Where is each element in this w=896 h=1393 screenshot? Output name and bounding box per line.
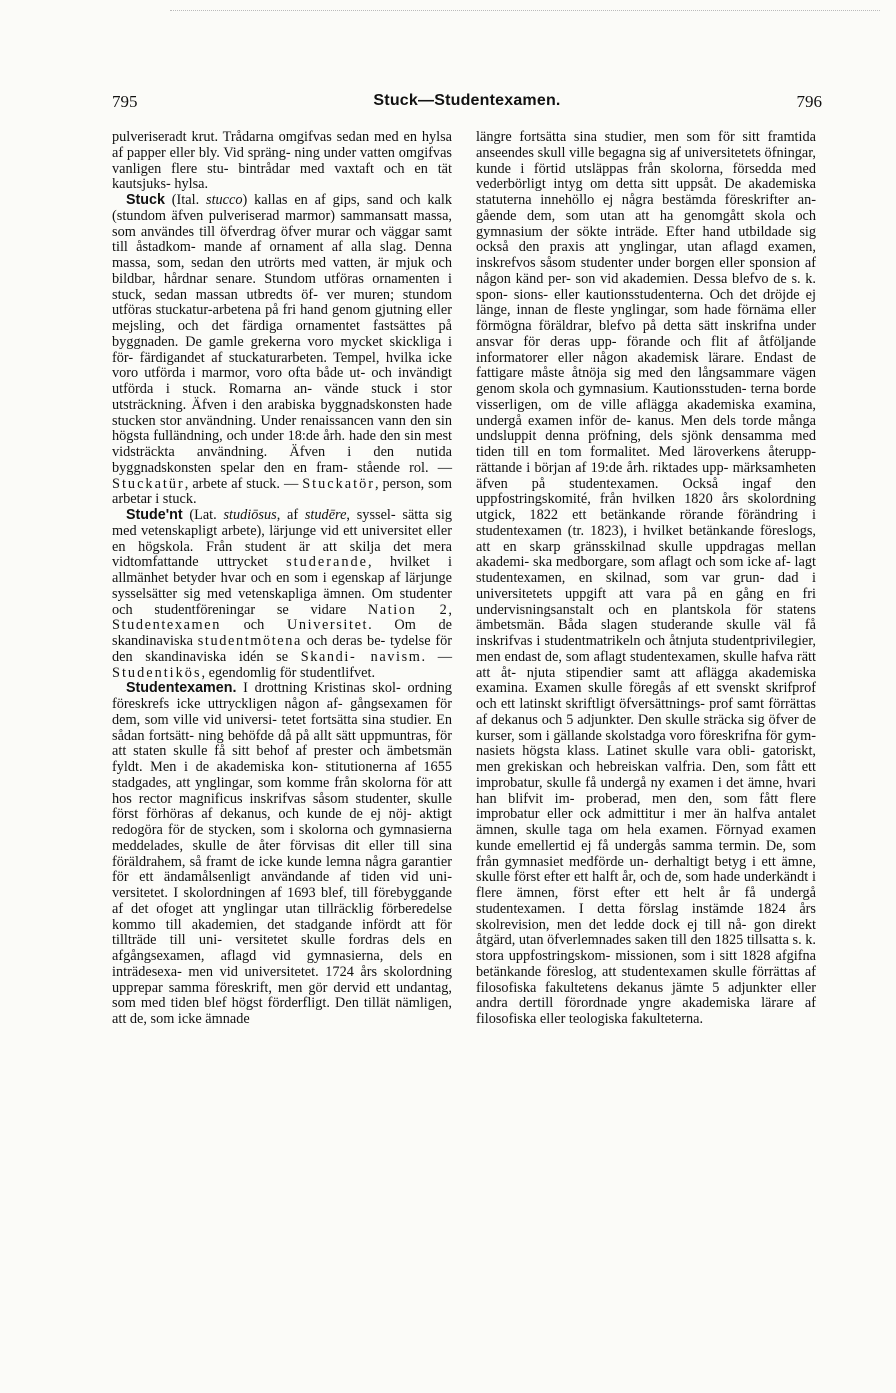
headword-stuck: Stuck	[126, 192, 165, 208]
cross-ref-skandinavism[interactable]: Skandi- navism	[300, 648, 422, 665]
term-studentikos: Studentikös	[112, 664, 202, 681]
right-column	[476, 130, 816, 1028]
running-head: Stuck—Studentexamen.	[373, 92, 561, 109]
term-studerande: studerande	[286, 554, 369, 571]
continuation-paragraph: pulveriseradt krut. Trådarna omgifvas sedan med en hylsa af papper eller bly. Vid spräng- ning under vatten omgifvas vanligen flere stu- bintrådar med vaxtaft och en tät kautsjuks- hylsa.	[112, 129, 452, 193]
headword-student: Stude'nt	[126, 507, 183, 523]
page-header	[112, 92, 822, 114]
entry-stuck: Stuck (Ital. stucco) kallas en af gips, sand och kalk (stundom äfven pulveriserad marmor) sammansatt massa, som användes till öfverdrag öfver murar och väggar samt till åstadkom- mande af ornament af alla slag. Denna massa, som, sedan den utrörts med vatten, är mjuk och bildbar, hårdnar senare. Stundom utföras ornamenten i stuck, sedan massan utbredts öf- ver muren; stundom utföras stuckatur-arbetena på fri hand genom gjutning eller mejsling, och det färdiga ornamentet fastsättes på byggnaden. De gamle grekerna voro mycket skickliga i för- färdigandet af stuckaturarbeten. Tempel, hvilka icke voro utförda i marmor, voro ofta både ut- och invändigt utförda i stuck. Romarna an- vände stuck i stor utsträckning. Äfven i den arabiska byggnadskonsten hade stucken stor användning. Under renaissancen vann den sin högsta fulländning, och under 18:de årh. hade den sin mest vidsträckta användning. Äfven i den nutida byggnadskonsten spelar den en fram- stående rol. — Stuckatür, arbete af stuck. — Stuckatör, person, som arbetar i stuck.	[112, 192, 452, 508]
page-number-right: 796	[796, 92, 822, 111]
page-number-left: 795	[112, 92, 138, 111]
top-rule	[170, 10, 880, 11]
entry-studentexamen: Studentexamen. I drottning Kristinas skol- ordning föreskrefs icke uttryckligen någon af- gångsexamen för dem, som ville vid universi- tetet fortsätta sina studier. En sådan fortsätt- ning behöfde då på allt sätt uppmuntras, för att staten skulle få sitt behof af prester och ämbetsmän fyldt. Men i de akademiska kon- stitutionerna af 1655 stadgades, att ynglingar, som komme från skolorna för att hos rector magnificus inskrifvas såsom studenter, skulle först förhöras af dekanus, och kunde de ej nöj- aktigt redogöra för de stycken, som i skolorna och gymnasierna meddelades, skulle de åter förvisas dit eller till sina föräldrahem, så framt de icke kunde lemna några garantier för ett ändamålsenligt användande af tiden vid uni- versitetet. I skolordningen af 1693 blef, till förebyggande af det ofoget att ynglingar utan tillräcklig förberedelse kommo till akademien, det stadgande infördt att för tillträde till uni- versitetet skulle fordras dels en afgångsexamen, aflagd vid gymnasierna, dels en inträdesexa- men vid universitetet. 1724 års skolordning upprepar samma föreskrift, men gör dervid ett undantag, som med tiden blef högst förderfligt. Den tillät nämligen, att de, som icke ämnade	[112, 680, 452, 1027]
entry-student: Stude'nt (Lat. studiōsus, af studēre, syssel- sätta sig med vetenskapligt arbete), lärjunge vid ett universitet eller en högskola. Från student är att skilja det mera vidtomfattande uttrycket studerande, hvilket i allmänhet betyder hvar och en som i egenskap af lärjunge sysselsätter sig med vetenskapliga ämnen. Om studenter och studentföreningar se vidare Nation 2, Studentexamen och Universitet. Om de skandinaviska studentmötena och deras be- tydelse för den skandinaviska idén se Skandi- navism. — Studentikös, egendomlig för studentlifvet.	[112, 507, 453, 681]
term-stuckator: Stuckatör	[302, 475, 375, 492]
headword-studentexamen: Studentexamen.	[126, 680, 237, 697]
term-stuckatur: Stuckatür	[112, 475, 185, 492]
right-column-text: längre fortsätta sina studier, men som för sitt framtida anseendes skull ville begagna sig af universitetets öfningar, kunde i förtid utsläppas från skolorna, försedda med vederbörligt intyg om detta sitt uppsåt. De akademiska statuterna innehöllo ej några bestämda föreskrifter an- gående dem, som utan att ha genomgått skola och gymnasium der sökte inträde. Efter hand utbildade sig också den praxis att ynglingar, utan aflagd examen, inskrefvos såsom studenter under borgen eller sponsion af någon känd per- son vid akademien. Dessa blefvo de s. k. spon- sions- eller kautionsstudenterna. Och det dröjde ej länge, innan de fleste ynglingar, som hade förnäma eller förmögna föräldrar, blefvo på detta sätt inskrifna under ansvar för deras upp- förande och flit af åtföljande informatorer eller någon akademisk lärare. Endast de fattigare måste åtnöja sig med den långsammare vägen genom skola och gymnasium. Kautionsstuden- terna borde visserligen, om de ville aflägga akademiska examina, undergå examen inför de- kanus. Men dels torde många undsluppit denna pröfning, dels sjönk densamma med tiden till en tom formalitet. Med läroverkens återupp- rättande i början af 19:de årh. riktades upp- märksamheten äfven på studentexamen. Också ingaf den uppfostringskomité, från hvilken 1820 års skolordning utgick, 1822 ett betänkande rörande förändring i studentexamen (tr. 1823), i hvilket betänkande föreslogs, att en skarp gränsskilnad skulle uppdragas mellan akademi- ska medborgare, som aflagt och som icke af- lagt studentexamen, en skilnad, som var grun- dad i universitetets uppgift att vara på en gång en fri undervisningsanstalt och en plantskola för statens ämbetsmän. Båda slagen studerande skulle väl få inskrifvas i studentmatrikeln och åtnjuta studentprivilegier, men endast de, som aflagt studentexamen, skulle hafva rätt att åt- njuta stipendier samt att aflägga akademiska examina. Examen skulle föregås af ett svenskt skrifprof och ett latinskt skriftligt öfversättnings- prof samt förrättas af dekanus och 5 adjunkter. Den skulle sträcka sig öfver de kurser, som i gällande skolstadga voro föreskrifna för gym- nasiets högsta klass. Latinet skulle vara obli- gatoriskt, men grekiskan och hebreiskan valfria. Den, som fått ett improbatur, skulle få undergå ny examen i det ämne, hvari han blifvit im- proberad, men den, som fått flere improbatur eller ock admittitur i mer än halfva antalet ämnen, skulle taga om hela examen. Förnyad examen kunde emellertid ej få undergås samma termin. De, som från gymnasiet medförde un- derhaltigt betyg i ett ämne, skulle först efter ett halft år, och de, som hade underkändt i flere ämnen, först efter ett helt år få undergå studentexamen. I detta förslag instämde 1824 års skolrevision, men det ledde dock ej till nå- gon direkt åtgärd, utan öfverlemnades saken till den 1825 tillsatta s. k. stora uppfostringskom- missionen, som i sitt 1828 afgifna betänkande föreslog, att studentexamen skulle förrättas af filosofiska fakultetens dekanus jämte 5 adjunkter eller andra dertill förordnade yngre akademiska lärare af filosofiska eller teologiska fakulteterna.	[476, 129, 816, 1027]
cross-ref-nation[interactable]: Nation 2	[367, 601, 449, 618]
cross-ref-universitet[interactable]: Universitet	[286, 617, 369, 634]
term-studentmotena: studentmötena	[197, 633, 302, 649]
cross-ref-studentexamen[interactable]: Studentexamen	[112, 617, 221, 634]
left-column	[112, 130, 452, 1028]
